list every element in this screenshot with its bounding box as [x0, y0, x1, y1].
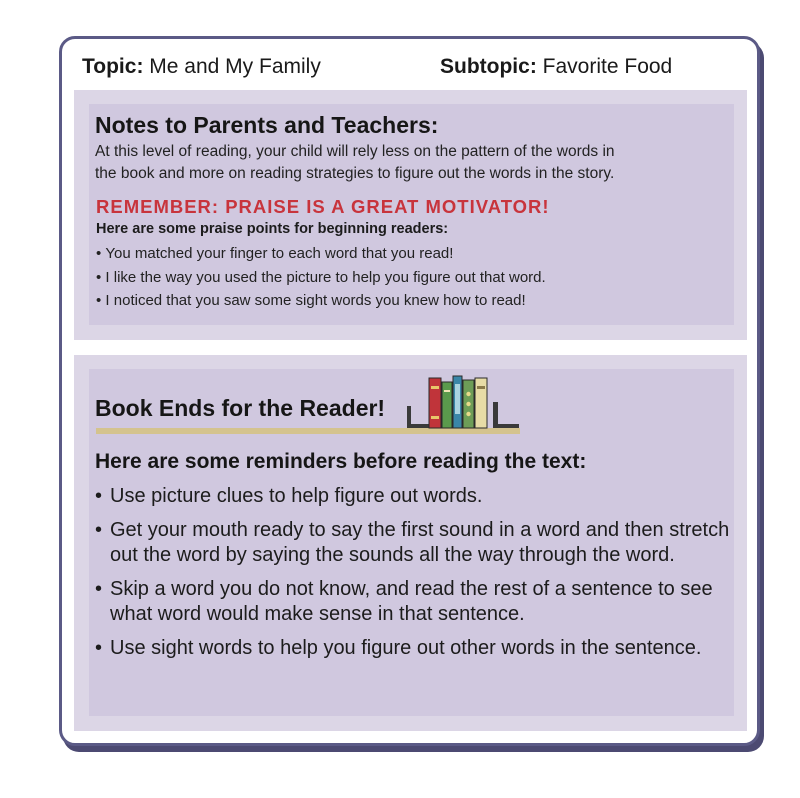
- reader-title: Book Ends for the Reader!: [95, 395, 386, 421]
- notes-paragraph: [95, 141, 725, 185]
- praise-item: • I like the way you used the picture to help you figure out that word.: [96, 266, 546, 290]
- reminder-item: • Use picture clues to help figure out words.: [95, 484, 735, 509]
- subtopic-label: Subtopic:: [440, 55, 537, 78]
- reminder-item: • Use sight words to help you figure out other words in the sentence.: [95, 636, 735, 661]
- notes-line-2: the book and more on reading strategies to figure out the words in the story.: [95, 165, 615, 182]
- topic: [82, 55, 321, 79]
- reminder-item: • Get your mouth ready to say the first sound in a word and then stretch out the word by saying the sounds all the way through the word.: [95, 518, 735, 568]
- topic-value: Me and My Family: [149, 55, 321, 78]
- reminder-heading: Here are some reminders before reading the text:: [95, 450, 587, 473]
- bookends-icon: [405, 372, 521, 434]
- notes-title: Notes to Parents and Teachers:: [95, 112, 439, 138]
- subtopic: [440, 55, 672, 79]
- remember-heading: REMEMBER: PRAISE IS A GREAT MOTIVATOR!: [96, 196, 550, 217]
- praise-list: [96, 242, 546, 313]
- praise-item: • You matched your finger to each word that you read!: [96, 242, 546, 266]
- praise-item: • I noticed that you saw some sight words you knew how to read!: [96, 289, 546, 313]
- subtopic-value: Favorite Food: [542, 55, 673, 78]
- notes-line-1: At this level of reading, your child will rely less on the pattern of the words in: [95, 143, 615, 160]
- reminder-item: • Skip a word you do not know, and read the rest of a sentence to see what word would make sense in that sentence.: [95, 577, 735, 627]
- praise-intro: Here are some praise points for beginning readers:: [96, 221, 449, 237]
- reminder-list: [95, 484, 735, 670]
- topic-bar: [82, 55, 722, 83]
- topic-label: Topic:: [82, 55, 144, 78]
